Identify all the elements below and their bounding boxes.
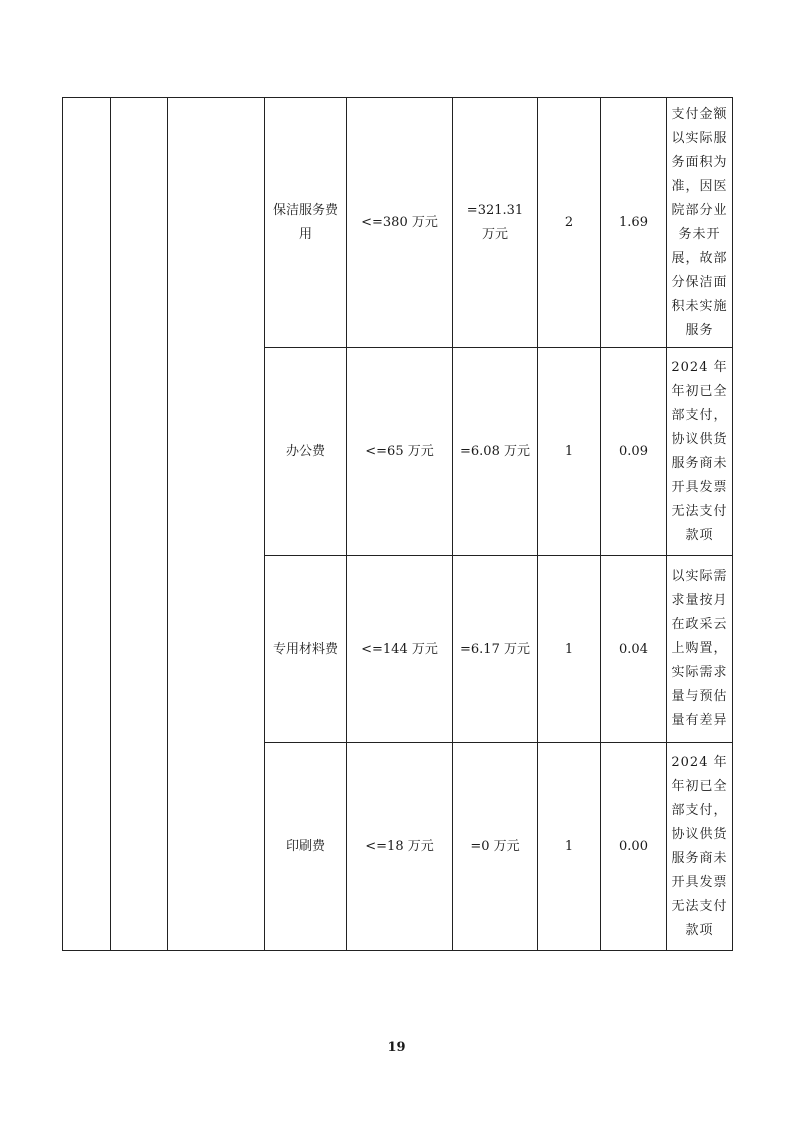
indicator-cell: 专用材料费	[265, 556, 347, 743]
table-row	[63, 98, 733, 348]
score-cell: 0.09	[601, 348, 667, 556]
weight-cell: 1	[538, 556, 601, 743]
indicator-cell: 办公费	[265, 348, 347, 556]
level3-category-cell	[168, 98, 265, 951]
target-value-cell: <=144 万元	[347, 556, 453, 743]
page-number: 19	[387, 1040, 406, 1055]
level1-category-cell	[63, 98, 111, 951]
score-cell: 0.04	[601, 556, 667, 743]
remark-cell: 2024 年年初已全部支付，协议供货服务商未开具发票无法支付款项	[667, 743, 733, 951]
remark-cell: 2024 年年初已全部支付，协议供货服务商未开具发票无法支付款项	[667, 348, 733, 556]
weight-cell: 1	[538, 743, 601, 951]
remark-cell: 以实际需求量按月在政采云上购置，实际需求量与预估量有差异	[667, 556, 733, 743]
remark-cell: 支付金额以实际服务面积为准，因医院部分业务未开展，故部分保洁面积未实施服务	[667, 98, 733, 348]
actual-value-cell: =6.08 万元	[453, 348, 538, 556]
level2-category-cell	[111, 98, 168, 951]
weight-cell: 1	[538, 348, 601, 556]
score-cell: 0.00	[601, 743, 667, 951]
indicator-cell: 保洁服务费用	[265, 98, 347, 348]
indicator-cell: 印刷费	[265, 743, 347, 951]
actual-value-cell: =6.17 万元	[453, 556, 538, 743]
actual-value-cell: =0 万元	[453, 743, 538, 951]
actual-value-cell: =321.31 万元	[453, 98, 538, 348]
target-value-cell: <=65 万元	[347, 348, 453, 556]
weight-cell: 2	[538, 98, 601, 348]
target-value-cell: <=380 万元	[347, 98, 453, 348]
performance-table	[62, 97, 733, 951]
target-value-cell: <=18 万元	[347, 743, 453, 951]
score-cell: 1.69	[601, 98, 667, 348]
